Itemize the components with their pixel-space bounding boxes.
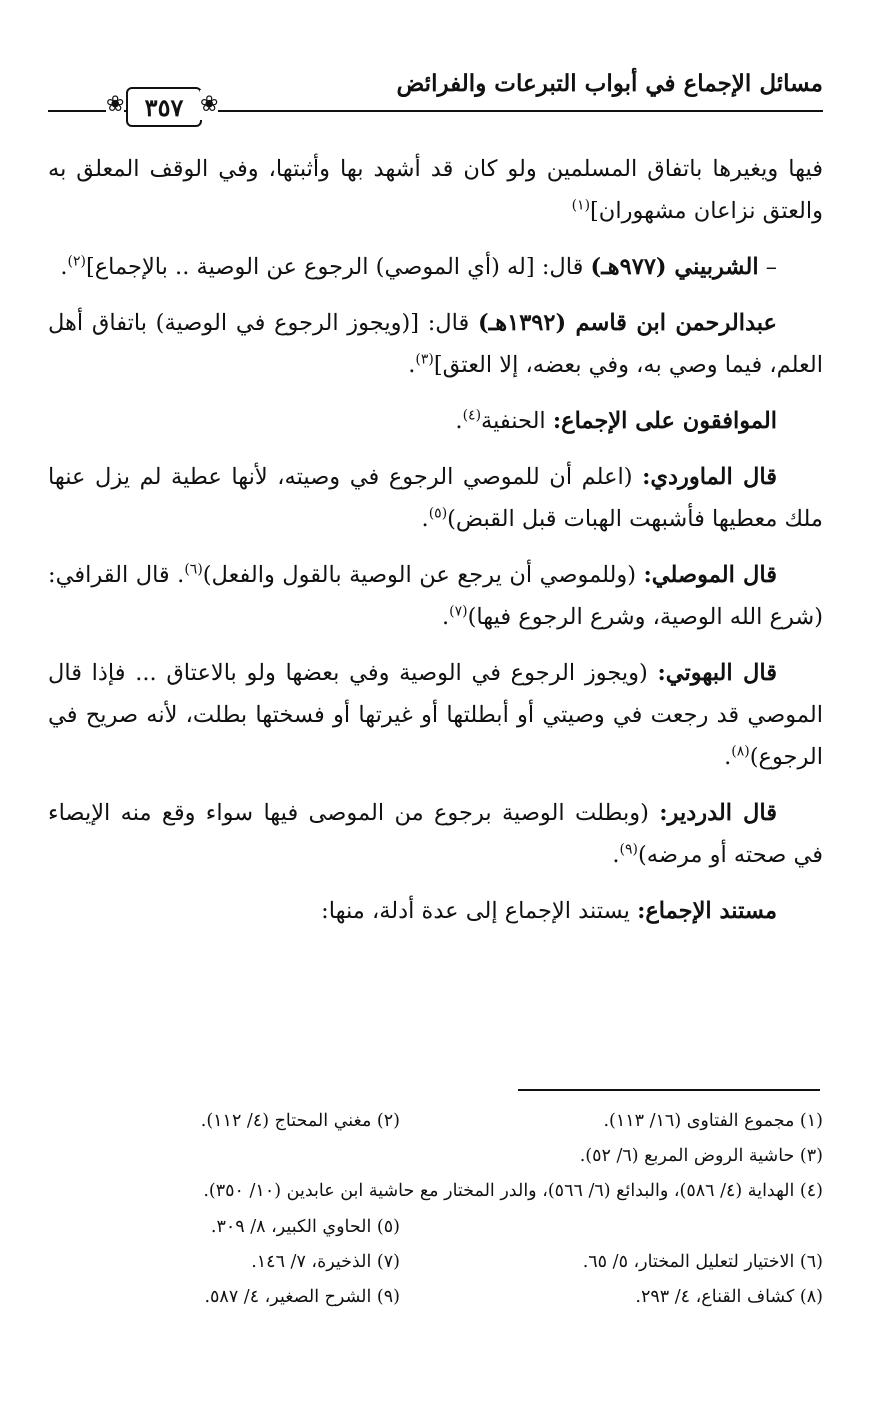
ornament-right-icon: ❀ — [200, 90, 218, 120]
footnote-ref: (٨) — [731, 743, 750, 760]
footnote-4: (٤) الهداية (٤/ ٥٨٦)، والبدائع (٦/ ٥٦٦)، والدر المختار مع حاشية ابن عابدين (١٠/ ٣٥٠). — [203, 1181, 823, 1201]
footnote-3: (٣) حاشية الروض المربع (٦/ ٥٢). — [579, 1146, 823, 1166]
punctuation: . — [612, 842, 620, 868]
paragraph-text: (وللموصي أن يرجع عن الوصية بالقول والفعل) — [202, 562, 644, 588]
punctuation: . — [408, 352, 416, 378]
paragraph-1 — [48, 148, 823, 232]
punctuation: . — [421, 506, 429, 532]
footnote-2: (٢) مغني المحتاج (٤/ ١١٢). — [200, 1111, 400, 1131]
page-number: ٣٥٧ — [126, 87, 202, 127]
paragraph-text: الحنفية — [481, 408, 553, 434]
section-label: قال الدردير: — [659, 800, 777, 826]
punctuation: . — [60, 254, 68, 280]
paragraph-text: (ويجوز الرجوع في الوصية وفي بعضها ولو بالاعتاق ... فإذا قال الموصي قد رجعت في وصيتي أو أبطلتها أو غيرتها أو فسختها بطلت، لأنه صريح في الرجوع) — [48, 660, 823, 770]
footnote-ref: (٥) — [428, 505, 448, 522]
running-title: مسائل الإجماع في أبواب التبرعات والفرائض — [396, 70, 823, 97]
paragraph-ibn-qasim — [48, 302, 823, 386]
paragraph-dardir — [48, 792, 823, 876]
footnote-ref: (٩) — [619, 841, 639, 858]
footnote-row — [40, 1245, 823, 1280]
paragraph-text: يستند الإجماع إلى عدة أدلة، منها: — [321, 898, 638, 924]
paragraph-basis — [48, 890, 823, 932]
footnote-9: (٩) الشرح الصغير، ٤/ ٥٨٧. — [204, 1287, 400, 1307]
footnote-row — [40, 1280, 823, 1315]
footnote-ref: (٦) — [184, 561, 203, 578]
paragraph-agreeing — [48, 400, 823, 442]
footnote-separator — [518, 1089, 820, 1091]
ornament-left-icon: ❀ — [106, 90, 124, 120]
scholar-name: الشربيني (٩٧٧هـ) — [590, 254, 759, 280]
footnote-ref: (٣) — [415, 351, 434, 368]
paragraph-text: . قال القرافي: (شرع الله الوصية، وشرع الرجوع فيها) — [48, 562, 823, 630]
footnote-8: (٨) كشاف القناع، ٤/ ٢٩٣. — [635, 1287, 823, 1307]
footnote-ref: (٧) — [449, 603, 468, 620]
section-label: قال البهوتي: — [657, 660, 777, 686]
section-label: الموافقون على الإجماع: — [552, 408, 777, 434]
footnote-ref: (١) — [571, 197, 591, 214]
footnote-spacer — [413, 1210, 823, 1245]
paragraph-text: (اعلم أن للموصي الرجوع في وصيته، لأنها عطية لم يزل عنها ملك معطيها فأشبهت الهبات قبل القبض) — [48, 464, 823, 532]
page-number-frame — [100, 84, 228, 130]
punctuation: . — [441, 604, 450, 630]
footnote-row — [40, 1210, 823, 1245]
paragraph-mosuli — [48, 554, 823, 638]
footnote-6: (٦) الاختيار لتعليل المختار، ٥/ ٦٥. — [582, 1252, 823, 1272]
footnote-row — [40, 1104, 823, 1139]
footnote-1: (١) مجموع الفتاوى (١٦/ ١١٣). — [603, 1111, 823, 1131]
page-header — [48, 68, 823, 128]
scholar-name: عبدالرحمن ابن قاسم (١٣٩٢هـ) — [478, 310, 777, 336]
footnote-7: (٧) الذخيرة، ٧/ ١٤٦. — [251, 1252, 400, 1272]
punctuation: . — [724, 744, 732, 770]
footnote-5: (٥) الحاوي الكبير، ٨/ ٣٠٩. — [210, 1217, 400, 1237]
paragraph-mawardi — [48, 456, 823, 540]
punctuation: . — [455, 408, 463, 434]
footnotes — [40, 1104, 823, 1315]
paragraph-text: قال: [(ويجوز الرجوع في الوصية) باتفاق أهل العلم، فيما وصي به، وفي بعضه، إلا العتق] — [48, 310, 823, 378]
paragraph-text: فيها ويغيرها باتفاق المسلمين ولو كان قد أشهد بها وأثبتها، وفي الوقف المعلق به والعتق نزاعان مشهوران] — [48, 156, 823, 224]
paragraph-sherbini — [48, 246, 823, 288]
dash: – — [758, 254, 777, 280]
paragraph-text: قال: [له (أي الموصي) الرجوع عن الوصية .. بالإجماع] — [85, 254, 591, 280]
section-label: مستند الإجماع: — [637, 898, 777, 924]
section-label: قال الماوردي: — [642, 464, 777, 490]
main-text — [48, 148, 823, 946]
footnote-ref: (٤) — [462, 407, 482, 424]
section-label: قال الموصلي: — [643, 562, 777, 588]
paragraph-text: (وبطلت الوصية برجوع من الموصى فيها سواء وقع منه الإيصاء في صحته أو مرضه) — [48, 800, 823, 868]
paragraph-bahuti — [48, 652, 823, 778]
footnote-row — [40, 1139, 823, 1174]
footnote-ref: (٢) — [67, 253, 86, 270]
